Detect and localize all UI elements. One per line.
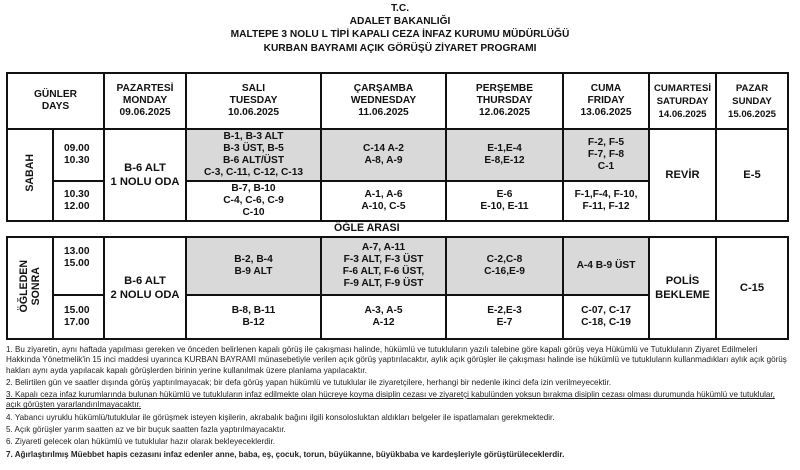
note-5: 5. Açık görüşler yarım saatten az ve bir buçuk saatten fazla yaptırılmayacaktır. bbox=[6, 425, 286, 435]
morning-slot-2-time: 10.30 12.00 bbox=[53, 181, 104, 221]
note-6: 6. Ziyareti gelecek olan hükümlü ve tutuklular hazır olarak bekleyeceklerdir. bbox=[6, 437, 276, 447]
morning-wednesday-slot-1: C-14 A-2 A-8, A-9 bbox=[321, 129, 446, 181]
afternoon-slot-1-time: 13.00 15.00 bbox=[53, 237, 104, 295]
morning-slot-1-row bbox=[7, 129, 788, 181]
header-institution: MALTEPE 3 NOLU L TİPİ KAPALI CEZA İNFAZ KURUMU MÜDÜRLÜĞÜ bbox=[230, 29, 570, 41]
day-header-row bbox=[7, 73, 788, 129]
document-header bbox=[0, 2, 800, 55]
note-2: 2. Belirtilen gün ve saatler dışında görüş yaptırılmayacak; bir defa görüş yapan hükümlü ve tutuklular ile ziyaretçilere, herhangi bir nedenle ikinci defa izin verilmeyecektir. bbox=[6, 377, 612, 387]
header-monday: PAZARTESİ MONDAY 09.06.2025 bbox=[104, 73, 186, 129]
note-4: 4. Yabancı uyruklu hükümlü/tutuklular ile görüşmek isteyen kişilerin, akrabalık bağını ilgili konsolosluktan aldıkları belgeler ile ispatlamaları gerekmektedir. bbox=[6, 412, 555, 422]
afternoon-tuesday-slot-2: B-8, B-11 B-12 bbox=[186, 295, 321, 339]
morning-label: SABAH bbox=[7, 129, 53, 221]
header-thursday: PERŞEMBE THURSDAY 12.06.2025 bbox=[446, 73, 563, 129]
morning-saturday: REVİR bbox=[649, 129, 716, 221]
note-7: 7. Ağırlaştırılmış Müebbet hapis cezasını infaz edenler anne, baba, eş, çocuk, torun, büyükanne, büyükbaba ve kardeşleriyle görüştürüleceklerdir. bbox=[6, 449, 565, 459]
notes-section bbox=[6, 345, 790, 462]
header-program-title: KURBAN BAYRAMI AÇIK GÖRÜŞÜ ZİYARET PROGRAMI bbox=[263, 42, 537, 54]
morning-slot-1-time: 09.00 10.30 bbox=[53, 129, 104, 181]
morning-wednesday-slot-2: A-1, A-6 A-10, C-5 bbox=[321, 181, 446, 221]
header-friday: CUMA FRIDAY 13.06.2025 bbox=[563, 73, 649, 129]
afternoon-slot-1-row bbox=[7, 237, 788, 295]
afternoon-schedule-table bbox=[6, 236, 789, 340]
morning-friday-slot-1: F-2, F-5 F-7, F-8 C-1 bbox=[563, 129, 649, 181]
header-saturday: CUMARTESİ SATURDAY 14.06.2025 bbox=[649, 73, 716, 129]
header-days: GÜNLER DAYS bbox=[7, 73, 104, 129]
afternoon-label: ÖĞLEDEN SONRA bbox=[7, 237, 53, 339]
afternoon-monday-room: B-6 ALT 2 NOLU ODA bbox=[104, 237, 186, 339]
afternoon-wednesday-slot-2: A-3, A-5 A-12 bbox=[321, 295, 446, 339]
afternoon-thursday-slot-1: C-2,C-8 C-16,E-9 bbox=[446, 237, 563, 295]
note-3: 3. Kapalı ceza infaz kurumlarında bulunan hükümlü ve tutukluların infaz edilmekte olan hücreye koyma disiplin cezası ve ziyaretçi kabulünden yoksun bırakma disiplin cezası olması durumunda hükümlü ve tutuklular, açık görüşten yararlandırılmayacaktır. bbox=[6, 390, 775, 410]
afternoon-friday-slot-1: A-4 B-9 ÜST bbox=[563, 237, 649, 295]
header-sunday: PAZAR SUNDAY 15.06.2025 bbox=[716, 73, 788, 129]
afternoon-thursday-slot-2: E-2,E-3 E-7 bbox=[446, 295, 563, 339]
note-1: 1. Bu ziyaretin, aynı haftada yapılması gereken ve önceden belirlenen kapalı görüş ile çakışması halinde, hükümlü ve tutukluların yazılı talebine göre kapalı görüş veya Hükümlü ve Tutukluların Ziyaret Edilmeleri Hakkında Yönetmelik'in 15 inci maddesi uyarınca KURBAN BAYRAMI münasebetiyle verilen açık görüş yaptırılacaktır, aylık açık görüşler ile çakışması halinde ise hükümlü ve tutukluların kullanmadıkları aylık açık görüş hakları aynı ayda yapılacak kapalı görüşlerden birinin yerine kullanılmak üzere planlama yapılacaktır. bbox=[6, 345, 787, 375]
afternoon-wednesday-slot-1: A-7, A-11 F-3 ALT, F-3 ÜST F-6 ALT, F-6 ÜST, F-9 ALT, F-9 ÜST bbox=[321, 237, 446, 295]
morning-tuesday-slot-1: B-1, B-3 ALT B-3 ÜST, B-5 B-6 ALT/ÜST C-3, C-11, C-12, C-13 bbox=[186, 129, 321, 181]
afternoon-friday-slot-2: C-07, C-17 C-18, C-19 bbox=[563, 295, 649, 339]
header-ministry: ADALET BAKANLIĞI bbox=[349, 16, 451, 28]
morning-thursday-slot-2: E-6 E-10, E-11 bbox=[446, 181, 563, 221]
morning-tuesday-slot-2: B-7, B-10 C-4, C-6, C-9 C-10 bbox=[186, 181, 321, 221]
header-tuesday: SALI TUESDAY 10.06.2025 bbox=[186, 73, 321, 129]
morning-thursday-slot-1: E-1,E-4 E-8,E-12 bbox=[446, 129, 563, 181]
morning-friday-slot-2: F-1,F-4, F-10, F-11, F-12 bbox=[563, 181, 649, 221]
afternoon-saturday: POLİS BEKLEME bbox=[649, 237, 716, 339]
afternoon-tuesday-slot-1: B-2, B-4 B-9 ALT bbox=[186, 237, 321, 295]
morning-sunday: E-5 bbox=[716, 129, 788, 221]
morning-monday-room: B-6 ALT 1 NOLU ODA bbox=[104, 129, 186, 221]
afternoon-sunday: C-15 bbox=[716, 237, 788, 339]
header-tc: T.C. bbox=[390, 3, 410, 14]
header-wednesday: ÇARŞAMBA WEDNESDAY 11.06.2025 bbox=[321, 73, 446, 129]
afternoon-slot-2-time: 15.00 17.00 bbox=[53, 295, 104, 339]
morning-schedule-table bbox=[6, 72, 789, 222]
